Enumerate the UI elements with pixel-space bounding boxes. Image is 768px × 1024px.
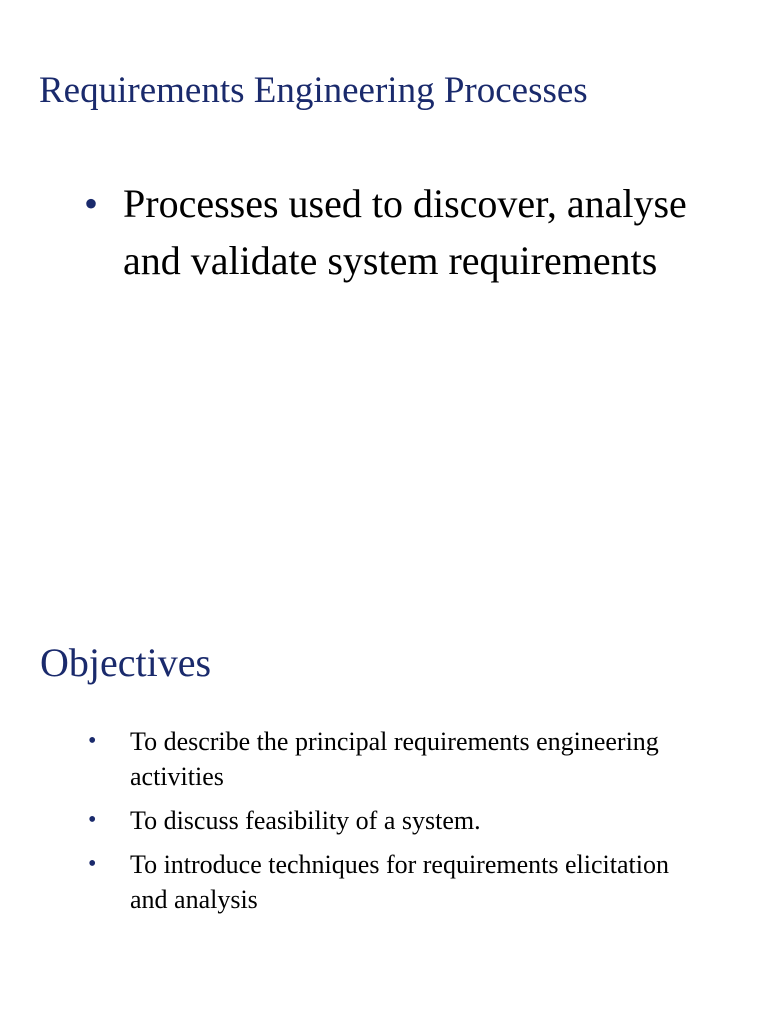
bullet-text: To describe the principal requirements engineering activities: [130, 727, 659, 791]
bullet-text: To discuss feasibility of a system.: [130, 806, 481, 835]
bullet-icon: •: [88, 807, 97, 833]
slide-objectives: [0, 512, 768, 1024]
bullet-item: [88, 724, 708, 794]
bullet-item: [88, 847, 708, 917]
bullet-list: [84, 175, 724, 289]
bullet-item: [84, 175, 724, 289]
bullet-item: [88, 803, 708, 838]
bullet-list: [88, 724, 708, 926]
bullet-text: To introduce techniques for requirements elicitation and analysis: [130, 850, 669, 914]
bullet-icon: •: [84, 181, 99, 226]
slide-title: Objectives: [40, 640, 212, 685]
bullet-icon: •: [88, 851, 97, 877]
bullet-icon: •: [88, 728, 97, 754]
slide-title: Requirements Engineering Processes: [39, 70, 588, 111]
bullet-text: Processes used to discover, analyse and validate system requirements: [123, 181, 687, 283]
